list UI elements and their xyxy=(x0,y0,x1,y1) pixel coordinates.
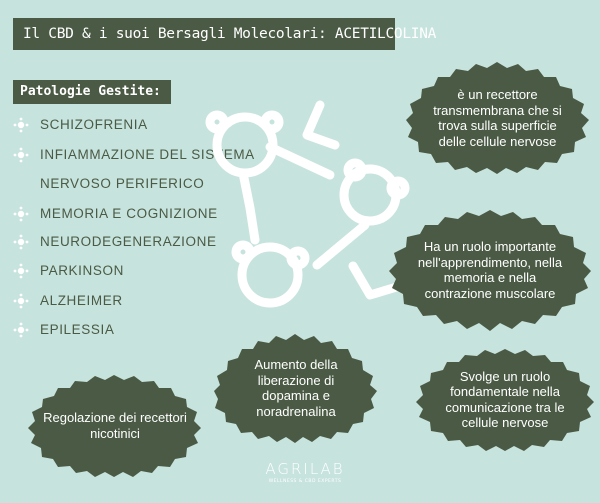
sparkle-bullet-icon xyxy=(12,293,34,309)
fact-text-nicotinic: Regolazione dei recettori nicotinici xyxy=(43,410,187,441)
sparkle-bullet-icon xyxy=(12,234,34,250)
sparkle-bullet-icon xyxy=(12,117,34,133)
condition-item: INFIAMMAZIONE DEL SISTEMA xyxy=(40,147,255,162)
condition-item: MEMORIA E COGNIZIONE xyxy=(40,206,218,221)
condition-item: ALZHEIMER xyxy=(40,293,123,308)
condition-item: PARKINSON xyxy=(40,263,124,278)
sparkle-bullet-icon xyxy=(12,147,34,163)
fact-text-dopamine: Aumento della liberazione di dopamina e noradrenalina xyxy=(254,357,338,419)
fact-text-role: Ha un ruolo importante nell'apprendimento, nella memoria e nella contrazione muscolare xyxy=(417,239,563,301)
sparkle-bullet-icon xyxy=(12,206,34,222)
sparkle-bullet-icon xyxy=(12,322,34,338)
section-heading: Patologie Gestite: xyxy=(13,80,171,104)
fact-text-communication: Svolge un ruolo fondamentale nella comunicazione tra le cellule nervose xyxy=(445,368,565,430)
condition-item: SCHIZOFRENIA xyxy=(40,117,148,132)
brand-tagline: WELLNESS & CBD EXPERTS xyxy=(268,479,342,484)
brand-name: AGRILAB xyxy=(265,460,345,478)
condition-item: NERVOSO PERIFERICO xyxy=(40,176,205,191)
condition-item: NEURODEGENERAZIONE xyxy=(40,234,217,249)
page-title: Il CBD & i suoi Bersagli Molecolari: ACETILCOLINA xyxy=(13,18,395,50)
fact-text-receptor: è un recettore transmembrana che si trova sulla superficie delle cellule nervose xyxy=(433,87,562,149)
condition-item: EPILESSIA xyxy=(40,322,115,337)
brand-logo xyxy=(255,460,355,484)
sparkle-bullet-icon xyxy=(12,263,34,279)
